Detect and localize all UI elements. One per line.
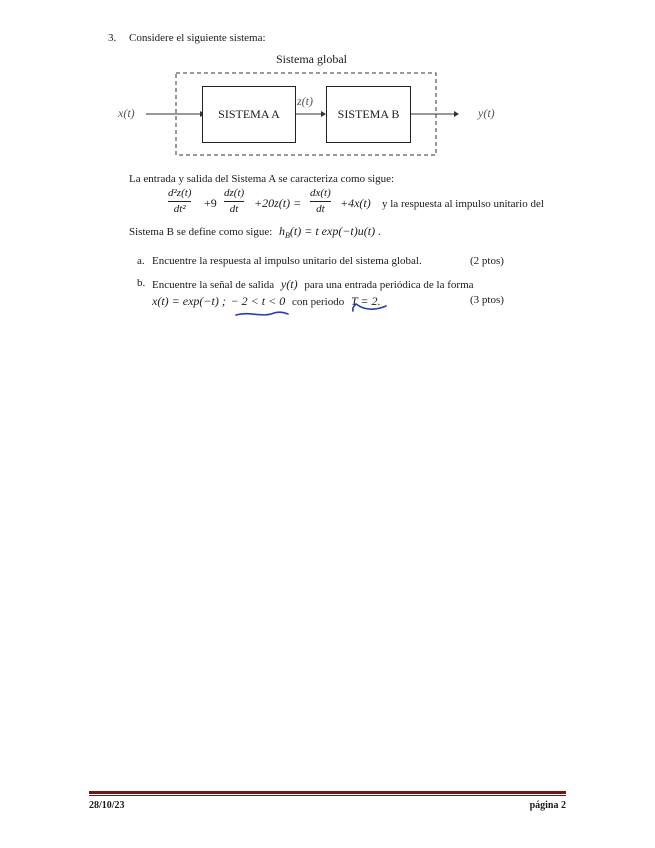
global-system-label: Sistema global bbox=[276, 52, 347, 66]
system-a-label: SISTEMA A bbox=[218, 107, 280, 121]
eq-fraction-3-den: dt bbox=[316, 203, 325, 215]
system-b-block bbox=[326, 86, 411, 143]
item-a-points: (2 ptos) bbox=[470, 255, 504, 267]
item-b-text-2: para una entrada periódica de la forma bbox=[304, 279, 474, 291]
footer-page-number: página 2 bbox=[529, 800, 566, 811]
question-number: 3. bbox=[108, 32, 117, 44]
item-a-text: Encuentre la respuesta al impulso unitario del sistema global. bbox=[152, 255, 422, 267]
system-a-block bbox=[202, 86, 296, 143]
eq-plus-nine: +9 bbox=[204, 196, 217, 210]
eq-fraction-2 bbox=[224, 187, 244, 216]
question-intro: Considere el siguiente sistema: bbox=[129, 32, 266, 44]
item-a-label: a. bbox=[137, 255, 145, 267]
item-b-period-value: T = 2 bbox=[350, 294, 378, 308]
item-b-line-1 bbox=[152, 277, 474, 292]
eq-fraction-3 bbox=[310, 187, 331, 216]
item-b-text-1: Encuentre la señal de salida bbox=[152, 279, 275, 291]
impulse-response-subscript: B bbox=[285, 231, 290, 241]
system-b-definition-text: Sistema B se define como sigue: bbox=[129, 226, 273, 238]
paragraph-line-3 bbox=[129, 224, 381, 240]
footer-rule-thin bbox=[89, 795, 566, 796]
item-b-line-2 bbox=[152, 294, 380, 309]
eq-after-text: y la respuesta al impulso unitario del bbox=[382, 198, 544, 210]
input-signal-label: x(t) bbox=[118, 106, 135, 120]
eq-fraction-1-num: d²z(t) bbox=[168, 187, 192, 199]
item-b-output-signal: y(t) bbox=[280, 277, 298, 291]
range-underline-annotation bbox=[236, 312, 288, 315]
eq-fraction-1-den: dt² bbox=[173, 203, 186, 215]
eq-tail-term: +4x(t) bbox=[340, 196, 371, 210]
footer-rule-thick bbox=[89, 791, 566, 794]
block-diagram bbox=[110, 48, 510, 163]
eq-middle-term: +20z(t) = bbox=[254, 196, 302, 210]
impulse-response-formula: (t) = t exp(−t)u(t) . bbox=[289, 224, 382, 238]
intermediate-signal-label: z(t) bbox=[297, 94, 313, 108]
item-b-period-end: . bbox=[377, 296, 381, 308]
footer-date: 28/10/23 bbox=[89, 800, 125, 811]
item-b-period-text: con periodo bbox=[291, 296, 345, 308]
paragraph-line-1: La entrada y salida del Sistema A se caracteriza como sigue: bbox=[129, 173, 395, 185]
item-b-label: b. bbox=[137, 277, 146, 289]
item-b-points: (3 ptos) bbox=[470, 294, 504, 306]
output-arrowhead bbox=[454, 111, 459, 117]
item-b-input-formula: x(t) = exp(−t) ; bbox=[152, 294, 226, 308]
system-b-label: SISTEMA B bbox=[337, 107, 400, 121]
impulse-response-symbol: h bbox=[279, 224, 286, 238]
eq-fraction-2-num: dz(t) bbox=[224, 187, 245, 199]
system-a-equation bbox=[168, 187, 568, 223]
output-signal-label: y(t) bbox=[478, 106, 495, 120]
eq-fraction-2-den: dt bbox=[229, 203, 239, 215]
item-b-time-range: − 2 < t < 0 bbox=[230, 294, 286, 308]
eq-fraction-3-num: dx(t) bbox=[310, 187, 331, 199]
eq-fraction-1 bbox=[168, 187, 191, 216]
